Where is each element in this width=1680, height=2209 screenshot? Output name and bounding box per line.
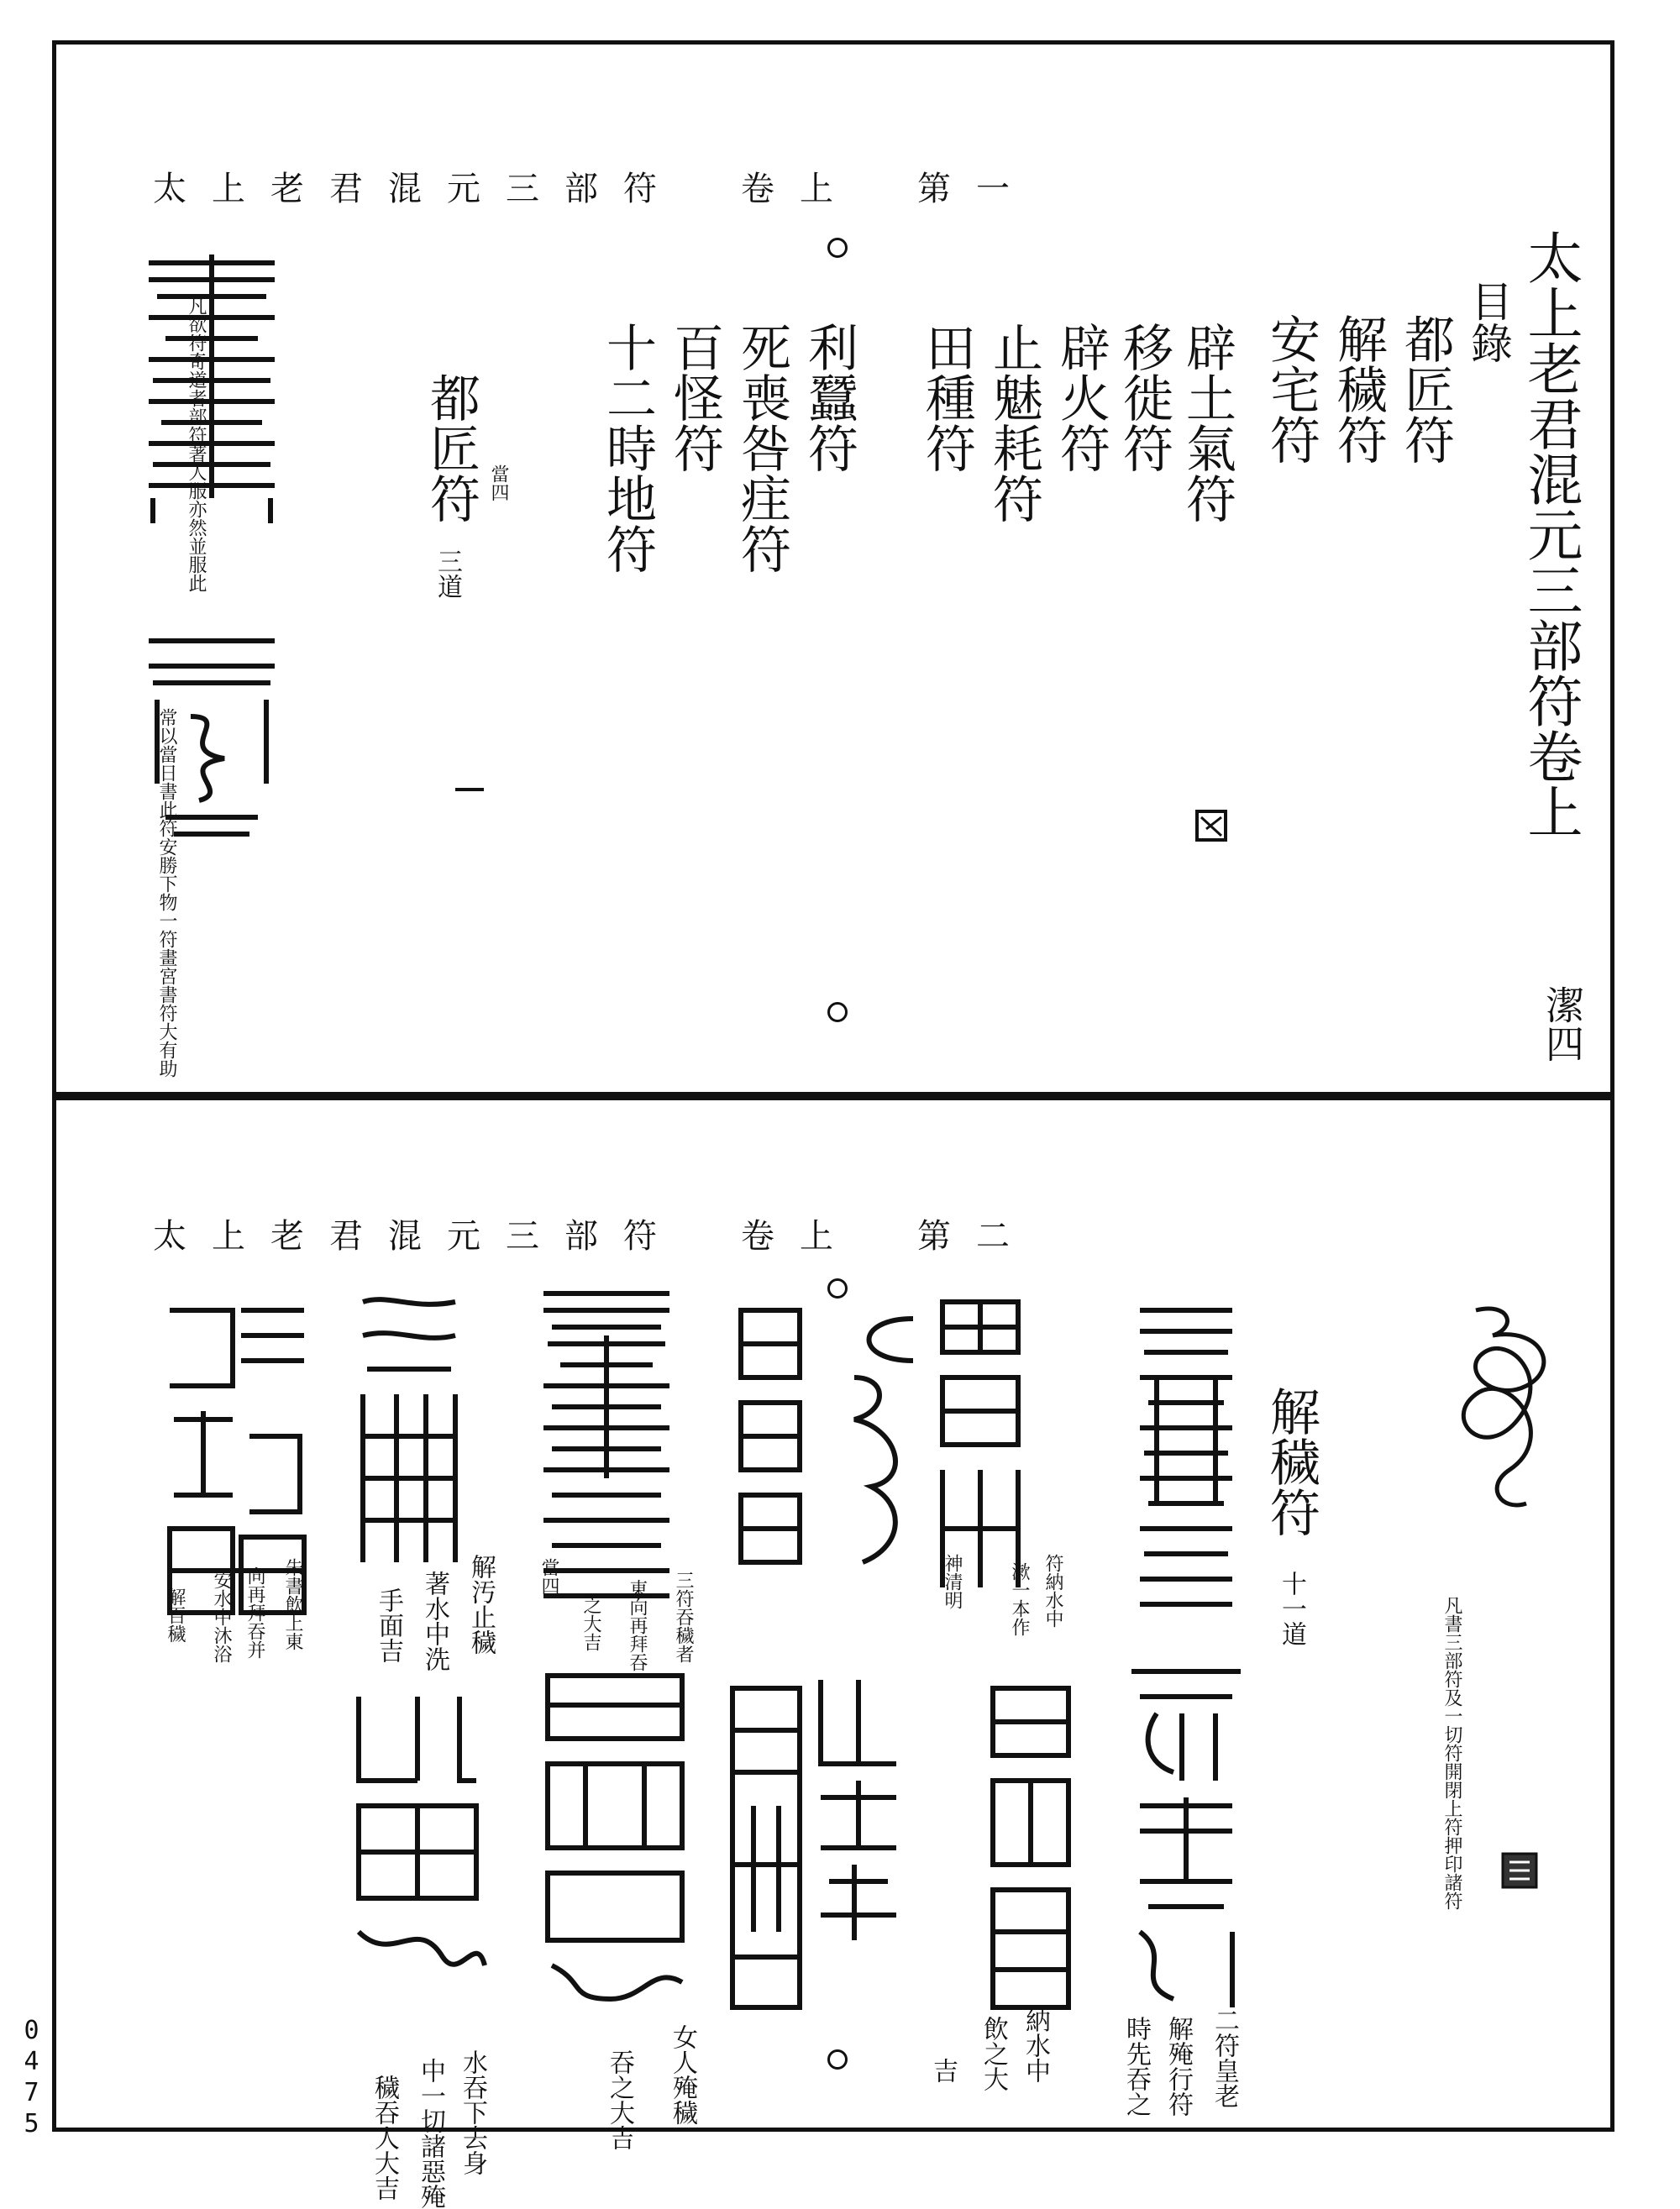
caption: 時先吞之 bbox=[1121, 2016, 1151, 2117]
caption: 解殗行符 bbox=[1163, 2016, 1193, 2117]
toc-item: 安宅符 bbox=[1262, 313, 1320, 464]
caption: 納水中 bbox=[1021, 2007, 1050, 2083]
caption: 符納水中 bbox=[1042, 1554, 1063, 1628]
toc-item: 死喪咎疰符 bbox=[732, 322, 791, 574]
edge-label: 潔四 bbox=[1540, 985, 1585, 1063]
talisman-note: 常以當日書此符安勝下物一符畫宮書符大有助 bbox=[156, 708, 177, 1078]
caption: 吞之大吉 bbox=[605, 2049, 634, 2150]
caption: 著水中洗 bbox=[420, 1571, 449, 1671]
binding-hole-icon bbox=[827, 1278, 848, 1299]
caption: 之大吉 bbox=[580, 1596, 601, 1651]
binding-hole-icon bbox=[827, 2049, 848, 2070]
talisman-icon bbox=[720, 1680, 812, 2016]
caption: 漱一本作 bbox=[1009, 1562, 1030, 1636]
section-count: 十一道 bbox=[1277, 1571, 1306, 1646]
caption: 二符皇老 bbox=[1210, 2007, 1239, 2108]
talisman-icon bbox=[980, 1680, 1081, 2016]
toc-item: 十二時地符 bbox=[598, 322, 657, 574]
talisman-note: 凡欲符奇道者部符著人服亦然並服此 bbox=[186, 296, 207, 592]
panel-divider bbox=[52, 1092, 1614, 1100]
seal-stamp-icon bbox=[1194, 809, 1228, 842]
toc-item: 辟火符 bbox=[1052, 322, 1110, 473]
binding-hole-icon bbox=[827, 238, 848, 258]
caption: 三符吞穢者 bbox=[673, 1571, 694, 1663]
toc-item: 止魅耗符 bbox=[984, 322, 1043, 523]
caption: 朱書飲上東 bbox=[282, 1558, 303, 1650]
caption: 飲之大 bbox=[979, 2016, 1008, 2091]
section-title: 解穢符 bbox=[1262, 1386, 1320, 1537]
caption: 解汚止穢 bbox=[466, 1554, 496, 1655]
binding-hole-icon bbox=[827, 1002, 848, 1022]
caption: 解百穢 bbox=[165, 1587, 186, 1643]
talisman-icon bbox=[728, 1302, 812, 1571]
talisman-icon bbox=[342, 1680, 493, 2016]
section-title: 都匠符 bbox=[422, 372, 480, 523]
caption: 吉 bbox=[928, 2058, 958, 2083]
caption: 安水中沐浴 bbox=[211, 1571, 232, 1663]
toc-item: 田種符 bbox=[917, 322, 976, 473]
caption: 穢吞人大吉 bbox=[370, 2075, 399, 2201]
talisman-icon bbox=[1123, 1663, 1249, 2016]
dash-mark bbox=[455, 788, 484, 791]
toc-item: 解穢符 bbox=[1329, 313, 1388, 464]
talisman-icon bbox=[535, 1663, 695, 2016]
talisman-icon bbox=[535, 1285, 678, 1621]
talisman-icon bbox=[804, 1663, 913, 1949]
caption: 向再拜吞并 bbox=[244, 1566, 265, 1659]
talisman-icon bbox=[346, 1285, 472, 1604]
caption: 神清明 bbox=[942, 1554, 963, 1609]
caption: 手面吉 bbox=[374, 1587, 403, 1663]
section-note: 當四 bbox=[488, 464, 509, 501]
talisman-icon bbox=[1425, 1293, 1568, 1520]
bottom-running-header: 太上老君混元三部符 卷上 第二 bbox=[153, 1217, 1035, 1256]
bottom-panel bbox=[56, 1100, 1610, 2209]
caption: 水吞下去身 bbox=[458, 2049, 487, 2175]
talisman-note: 凡書三部符及一切符開閉上符押印諸符 bbox=[1441, 1596, 1462, 1910]
talisman-icon bbox=[1131, 1302, 1241, 1621]
caption: 女人殗穢 bbox=[668, 2024, 697, 2125]
section-note: 當四 bbox=[538, 1558, 559, 1595]
toc-item: 辟土氣符 bbox=[1178, 322, 1236, 523]
section-count: 三道 bbox=[433, 548, 462, 599]
book-title: 太上老君混元三部符卷上 bbox=[1518, 229, 1583, 839]
caption: 東向再拜吞 bbox=[627, 1579, 648, 1671]
toc-item: 利蠶符 bbox=[800, 322, 858, 473]
seal-stamp-icon bbox=[1501, 1852, 1538, 1889]
toc-item: 移徙符 bbox=[1115, 322, 1173, 473]
top-running-header: 太上老君混元三部符 卷上 第一 bbox=[153, 170, 1035, 208]
toc-item: 百怪符 bbox=[665, 322, 724, 473]
page-number: 0475 bbox=[17, 2016, 46, 2140]
top-panel bbox=[56, 45, 1610, 1092]
talisman-icon bbox=[837, 1310, 930, 1587]
toc-heading: 目錄 bbox=[1464, 280, 1513, 364]
caption: 中一切諸惡殗 bbox=[416, 2058, 445, 2209]
toc-item: 都匠符 bbox=[1396, 313, 1455, 464]
